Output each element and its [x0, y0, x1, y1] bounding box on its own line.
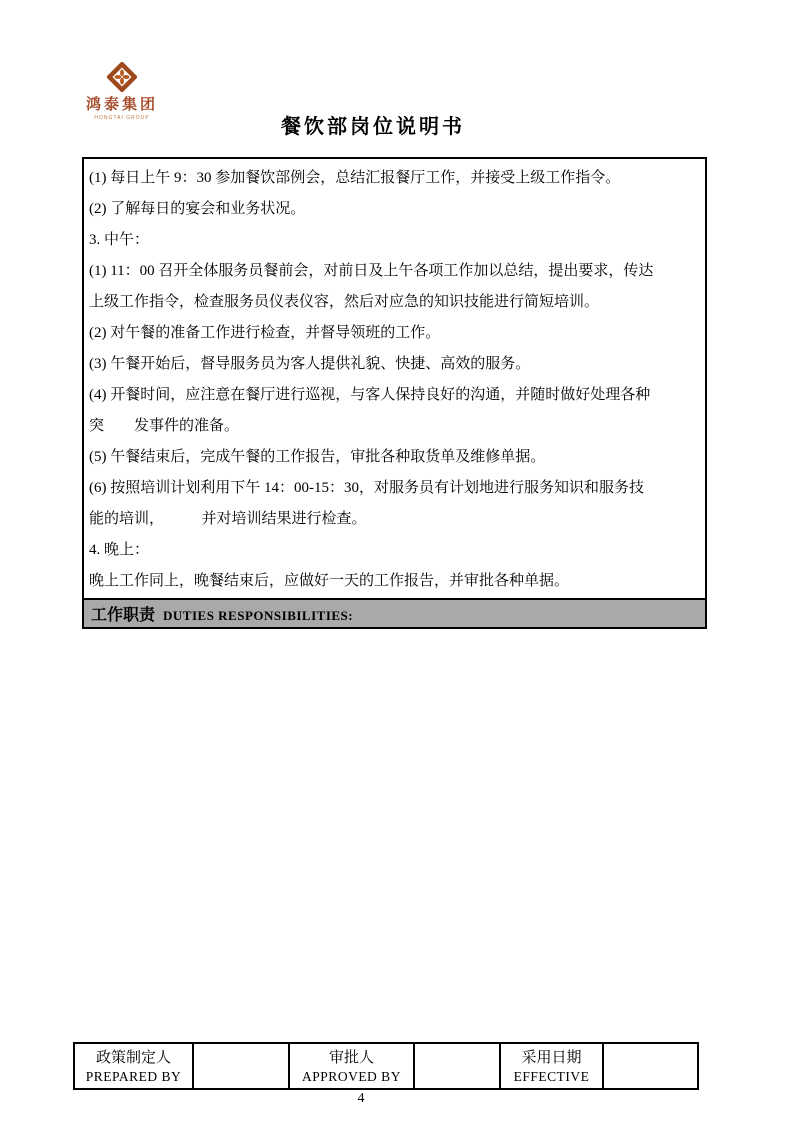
logo-company-name-cn: 鸿泰集团: [85, 95, 158, 113]
prepared-by-value-cell: [194, 1044, 290, 1088]
duty-line: 3. 中午：: [89, 232, 150, 248]
document-title: 餐饮部岗位说明书: [281, 114, 465, 138]
approved-by-en: APPROVED BY: [302, 1068, 401, 1084]
duty-line: (1) 11：00 召开全体服务员餐前会，对前日及上午各项工作加以总结，提出要求，传达: [89, 263, 654, 279]
approved-by-label-cell: [290, 1044, 415, 1088]
prepared-by-label-cell: [75, 1044, 194, 1088]
duties-text-area: [84, 159, 705, 598]
duty-line: 能的培训， 并对培训结果进行检查。: [89, 511, 367, 527]
duty-line: 突 发事件的准备。: [89, 418, 240, 434]
effective-date-label-cell: [501, 1044, 604, 1088]
duty-line: (4) 开餐时间，应注意在餐厅进行巡视，与客人保持良好的沟通，并随时做好处理各种: [89, 387, 651, 403]
duty-line: 晚上工作同上，晚餐结束后，应做好一天的工作报告，并审批各种单据。: [89, 573, 570, 589]
effective-date-en: EFFECTIVE: [513, 1068, 590, 1084]
approved-by-cn: 审批人: [328, 1049, 374, 1066]
duty-line: 4. 晚上：: [89, 542, 150, 558]
duty-line: (6) 按照培训计划利用下午 14：00-15：30，对服务员有计划地进行服务知识和服务技: [89, 480, 644, 496]
duty-line: (1) 每日上午 9：30 参加餐饮部例会，总结汇报餐厅工作，并接受上级工作指令。: [89, 170, 621, 186]
effective-date-value-cell: [604, 1044, 697, 1088]
duty-line: 上级工作指令，检查服务员仪表仪容，然后对应急的知识技能进行简短培训。: [89, 294, 600, 310]
signature-table: [73, 1042, 699, 1090]
section-header-en: DUTIES RESPONSIBILITIES:: [163, 608, 354, 623]
logo-diamond-icon: [107, 62, 137, 92]
duty-line: (2) 对午餐的准备工作进行检查，并督导领班的工作。: [89, 325, 441, 341]
prepared-by-en: PREPARED BY: [85, 1068, 182, 1084]
effective-date-cn: 采用日期: [521, 1049, 582, 1066]
duty-line: (2) 了解每日的宴会和业务状况。: [89, 201, 306, 217]
duty-line: (5) 午餐结束后，完成午餐的工作报告，审批各种取货单及维修单据。: [89, 449, 546, 465]
approved-by-value-cell: [415, 1044, 501, 1088]
section-header-duties: [84, 598, 705, 627]
logo-company-name-en: HONGTAI GROUP: [94, 115, 150, 121]
duties-table: [82, 157, 707, 629]
section-header-cn: 工作职责: [91, 605, 156, 624]
page-number: 4: [357, 1091, 365, 1106]
prepared-by-cn: 政策制定人: [95, 1049, 171, 1066]
duty-line: (3) 午餐开始后，督导服务员为客人提供礼貌、快捷、高效的服务。: [89, 356, 531, 372]
